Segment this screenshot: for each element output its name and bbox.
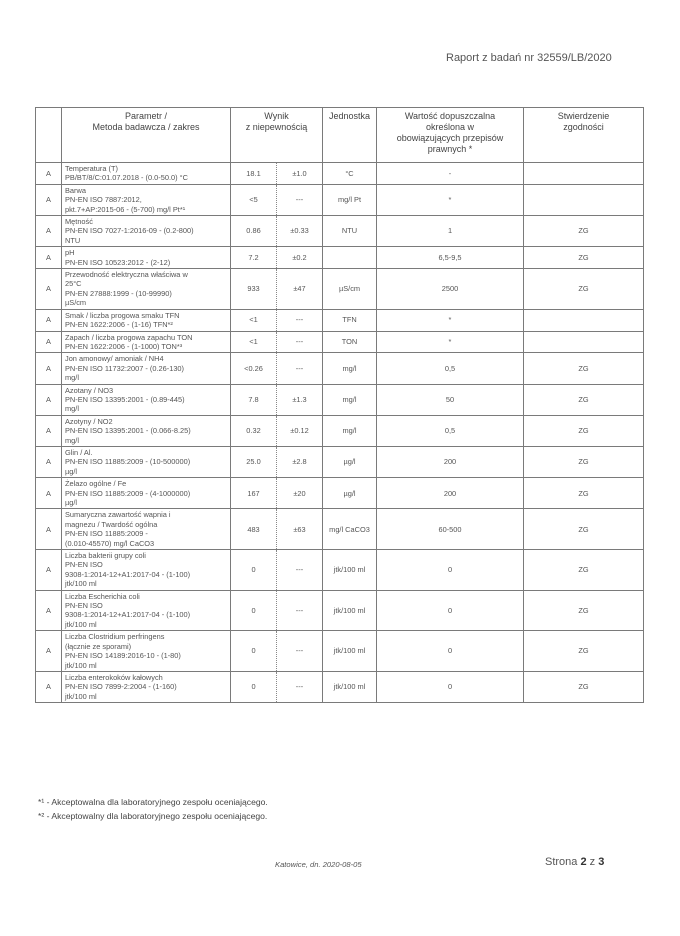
table-row	[36, 269, 644, 310]
parameter-cell	[62, 509, 231, 550]
parameter-line: 9308-1:2014-12+A1:2017-04 - (1-100)	[65, 569, 191, 579]
unit-cell: TON	[323, 331, 377, 353]
result-value-cell: <1	[231, 309, 277, 331]
header-text: określona w	[425, 122, 475, 132]
limit-cell: *	[377, 331, 524, 353]
compliance-cell: ZG	[524, 590, 644, 631]
compliance-cell	[524, 163, 644, 185]
uncertainty-cell: ±2.8	[277, 446, 323, 477]
limit-cell: 200	[377, 446, 524, 477]
accreditation-cell: A	[36, 590, 62, 631]
result-value-cell: 7.8	[231, 384, 277, 415]
parameter-line: 9308-1:2014-12+A1:2017-04 - (1-100)	[65, 610, 191, 620]
parameter-cell	[62, 269, 231, 310]
table-row	[36, 550, 644, 591]
parameter-cell	[62, 671, 231, 702]
table-header-row	[36, 108, 644, 163]
footnote-mark: *¹	[38, 797, 45, 807]
parameter-line: PB/BT/8/C:01.07.2018 - (0.0-50.0) °C	[65, 173, 188, 183]
parameter-line: PN-EN ISO 11885:2009 - (10-500000)	[65, 457, 191, 467]
table-row	[36, 309, 644, 331]
uncertainty-cell: ---	[277, 353, 323, 384]
header-text: prawnych *	[427, 144, 473, 154]
accreditation-cell: A	[36, 446, 62, 477]
page-current: 2	[580, 856, 587, 868]
parameter-cell	[62, 184, 231, 215]
result-value-cell: 0.86	[231, 216, 277, 247]
parameter-cell	[62, 384, 231, 415]
result-value-cell: 483	[231, 509, 277, 550]
accreditation-cell: A	[36, 331, 62, 353]
compliance-cell: ZG	[524, 631, 644, 672]
report-number: Raport z badań nr 32559/LB/2020	[446, 52, 612, 64]
compliance-cell: ZG	[524, 550, 644, 591]
parameter-line: pH	[65, 248, 75, 258]
table-body	[36, 163, 644, 703]
parameter-line: PN-EN ISO 7887:2012,	[65, 195, 142, 205]
uncertainty-cell: ---	[277, 184, 323, 215]
parameter-line: Barwa	[65, 185, 86, 195]
parameter-cell	[62, 631, 231, 672]
table-row	[36, 446, 644, 477]
compliance-cell: ZG	[524, 446, 644, 477]
unit-cell: mg/l	[323, 384, 377, 415]
parameter-line: PN-EN ISO	[65, 560, 103, 570]
accreditation-cell: A	[36, 415, 62, 446]
limit-cell: *	[377, 309, 524, 331]
result-value-cell: 167	[231, 478, 277, 509]
limit-cell: -	[377, 163, 524, 185]
results-table	[35, 107, 644, 703]
uncertainty-cell: ---	[277, 309, 323, 331]
accreditation-cell: A	[36, 269, 62, 310]
parameter-cell	[62, 216, 231, 247]
unit-cell: jtk/100 ml	[323, 590, 377, 631]
unit-cell: mg/l	[323, 353, 377, 384]
accreditation-cell: A	[36, 216, 62, 247]
parameter-cell	[62, 247, 231, 269]
page-sep: z	[586, 856, 599, 868]
compliance-cell: ZG	[524, 509, 644, 550]
compliance-cell: ZG	[524, 478, 644, 509]
parameter-line: Temperatura (T)	[65, 164, 118, 173]
parameter-cell	[62, 331, 231, 353]
parameter-line: Żelazo ogólne / Fe	[65, 479, 127, 489]
limit-cell: *	[377, 184, 524, 215]
accreditation-cell: A	[36, 309, 62, 331]
uncertainty-cell: ±1.0	[277, 163, 323, 185]
parameter-line: PN-EN ISO 13395:2001 - (0.066-8.25)	[65, 426, 191, 436]
limit-cell: 0	[377, 631, 524, 672]
parameter-line: PN-EN 1622:2006 - (1-16) TFN*²	[65, 320, 173, 330]
footnote	[38, 795, 268, 809]
uncertainty-cell: ---	[277, 590, 323, 631]
unit-cell: °C	[323, 163, 377, 185]
uncertainty-cell: ±20	[277, 478, 323, 509]
uncertainty-cell: ---	[277, 331, 323, 353]
parameter-cell	[62, 446, 231, 477]
result-value-cell: 0	[231, 550, 277, 591]
result-value-cell: 933	[231, 269, 277, 310]
table-row	[36, 415, 644, 446]
table-row	[36, 247, 644, 269]
parameter-cell	[62, 590, 231, 631]
uncertainty-cell: ±47	[277, 269, 323, 310]
header-text: Wartość dopuszczalna	[404, 111, 496, 121]
parameter-line: Glin / Al.	[65, 447, 93, 457]
unit-cell: mg/l	[323, 415, 377, 446]
unit-cell: jtk/100 ml	[323, 631, 377, 672]
parameter-line: magnezu / Twardość ogólna	[65, 519, 158, 529]
uncertainty-cell: ±0.33	[277, 216, 323, 247]
parameter-line: Liczba enterokoków kałowych	[65, 672, 163, 682]
parameter-line: Mętność	[65, 217, 93, 227]
accreditation-cell: A	[36, 247, 62, 269]
result-value-cell: 0.32	[231, 415, 277, 446]
result-value-cell: 0	[231, 631, 277, 672]
parameter-line: Sumaryczna zawartość wapnia i	[65, 510, 171, 520]
parameter-line: jtk/100 ml	[65, 691, 97, 701]
table-row	[36, 631, 644, 672]
parameter-line: Liczba Escherichia coli	[65, 591, 140, 601]
parameter-line: PN-EN 27888:1999 - (10-99990)	[65, 288, 172, 298]
uncertainty-cell: ---	[277, 631, 323, 672]
parameter-line: Smak / liczba progowa smaku TFN	[65, 310, 180, 320]
limit-cell: 60-500	[377, 509, 524, 550]
page-number	[545, 856, 604, 868]
unit-cell: TFN	[323, 309, 377, 331]
header-limit	[377, 108, 524, 163]
parameter-line: PN-EN 1622:2006 - (1-1000) TON*³	[65, 341, 183, 351]
header-text: zgodności	[563, 122, 604, 132]
header-text: obowiązujących przepisów	[396, 133, 504, 143]
header-accreditation	[36, 108, 62, 163]
unit-cell: µg/l	[323, 446, 377, 477]
parameter-line: PN-EN ISO 14189:2016-10 - (1-80)	[65, 651, 181, 661]
parameter-line: PN-EN ISO 10523:2012 - (2-12)	[65, 257, 171, 267]
uncertainty-cell: ±1.3	[277, 384, 323, 415]
unit-cell: µg/l	[323, 478, 377, 509]
page-total: 3	[598, 856, 605, 868]
parameter-cell	[62, 478, 231, 509]
limit-cell: 0	[377, 671, 524, 702]
limit-cell: 1	[377, 216, 524, 247]
uncertainty-cell: ±0.12	[277, 415, 323, 446]
page-prefix: Strona	[545, 856, 581, 868]
accreditation-cell: A	[36, 353, 62, 384]
header-text: Stwierdzenie	[557, 111, 610, 121]
parameter-line: (0.010-45570) mg/l CaCO3	[65, 538, 155, 548]
parameter-line: Jon amonowy/ amoniak / NH4	[65, 354, 164, 364]
header-compliance	[524, 108, 644, 163]
table-row	[36, 384, 644, 415]
limit-cell: 0	[377, 550, 524, 591]
compliance-cell: ZG	[524, 353, 644, 384]
parameter-line: pkt.7+AP:2015-06 - (5-700) mg/l Pt*¹	[65, 204, 186, 214]
limit-cell: 50	[377, 384, 524, 415]
compliance-cell: ZG	[524, 269, 644, 310]
parameter-line: PN-EN ISO 7899-2:2004 - (1-160)	[65, 682, 177, 692]
header-result	[231, 108, 323, 163]
accreditation-cell: A	[36, 550, 62, 591]
header-unit: Jednostka	[323, 108, 377, 163]
table-row	[36, 216, 644, 247]
uncertainty-cell: ±63	[277, 509, 323, 550]
header-text: Parametr /	[124, 111, 167, 121]
compliance-cell: ZG	[524, 247, 644, 269]
parameter-line: mg/l	[65, 404, 79, 414]
parameter-cell	[62, 550, 231, 591]
parameter-line: jtk/100 ml	[65, 619, 97, 629]
parameter-line: jtk/100 ml	[65, 660, 97, 670]
unit-cell: jtk/100 ml	[323, 671, 377, 702]
result-value-cell: 18.1	[231, 163, 277, 185]
parameter-line: 25°C	[65, 279, 82, 289]
result-value-cell: <0.26	[231, 353, 277, 384]
compliance-cell: ZG	[524, 216, 644, 247]
parameter-line: PN-EN ISO 11885:2009 -	[65, 529, 148, 539]
parameter-line: PN-EN ISO 7027-1:2016-09 - (0.2-800)	[65, 226, 194, 236]
accreditation-cell: A	[36, 631, 62, 672]
compliance-cell: ZG	[524, 671, 644, 702]
table-row	[36, 331, 644, 353]
table-row	[36, 509, 644, 550]
table-row	[36, 590, 644, 631]
result-value-cell: 25.0	[231, 446, 277, 477]
parameter-line: PN-EN ISO	[65, 601, 103, 611]
result-value-cell: <5	[231, 184, 277, 215]
header-text: Metoda badawcza / zakres	[92, 122, 200, 132]
header-text: Wynik	[264, 111, 289, 121]
footnote-text: - Akceptowalny dla laboratoryjnego zespołu oceniającego.	[44, 811, 268, 821]
footnote-text: - Akceptowalna dla laboratoryjnego zespołu oceniającego.	[44, 797, 268, 807]
header-text: z niepewnością	[245, 122, 308, 132]
limit-cell: 200	[377, 478, 524, 509]
unit-cell: jtk/100 ml	[323, 550, 377, 591]
result-value-cell: <1	[231, 331, 277, 353]
accreditation-cell: A	[36, 163, 62, 185]
table-row	[36, 184, 644, 215]
parameter-line: PN-EN ISO 11732:2007 - (0.26-130)	[65, 363, 184, 373]
parameter-cell	[62, 415, 231, 446]
unit-cell: mg/l Pt	[323, 184, 377, 215]
place-date: Katowice, dn. 2020-08-05	[275, 860, 362, 869]
parameter-cell	[62, 353, 231, 384]
parameter-line: µS/cm	[65, 298, 87, 308]
limit-cell: 0,5	[377, 353, 524, 384]
footnote-mark: *²	[38, 811, 45, 821]
compliance-cell	[524, 309, 644, 331]
uncertainty-cell: ±0.2	[277, 247, 323, 269]
table-row	[36, 163, 644, 185]
header-parameter	[62, 108, 231, 163]
parameter-line: NTU	[65, 235, 81, 245]
compliance-cell: ZG	[524, 384, 644, 415]
parameter-cell	[62, 163, 231, 185]
parameter-line: Azotany / NO3	[65, 385, 114, 395]
parameter-line: mg/l	[65, 435, 79, 445]
parameter-line: jtk/100 ml	[65, 579, 97, 589]
accreditation-cell: A	[36, 184, 62, 215]
limit-cell: 0	[377, 590, 524, 631]
parameter-line: PN-EN ISO 13395:2001 - (0.89-445)	[65, 394, 185, 404]
accreditation-cell: A	[36, 478, 62, 509]
result-value-cell: 0	[231, 671, 277, 702]
limit-cell: 6,5-9,5	[377, 247, 524, 269]
result-value-cell: 7.2	[231, 247, 277, 269]
accreditation-cell: A	[36, 384, 62, 415]
parameter-line: (łącznie ze sporami)	[65, 641, 132, 651]
table-row	[36, 671, 644, 702]
parameter-line: µg/l	[65, 466, 78, 476]
parameter-line: µg/l	[65, 498, 78, 507]
unit-cell: NTU	[323, 216, 377, 247]
parameter-line: Azotyny / NO2	[65, 416, 113, 426]
compliance-cell	[524, 331, 644, 353]
footnotes	[38, 795, 268, 823]
parameter-line: Zapach / liczba progowa zapachu TON	[65, 332, 193, 342]
limit-cell: 2500	[377, 269, 524, 310]
table-row	[36, 353, 644, 384]
footnote	[38, 809, 268, 823]
parameter-line: Liczba bakterii grupy coli	[65, 551, 146, 561]
parameter-line: Liczba Clostridium perfringens	[65, 632, 165, 642]
unit-cell	[323, 247, 377, 269]
parameter-line: mg/l	[65, 373, 79, 383]
result-value-cell: 0	[231, 590, 277, 631]
parameter-line: PN-EN ISO 11885:2009 - (4-1000000)	[65, 488, 191, 498]
unit-cell: mg/l CaCO3	[323, 509, 377, 550]
accreditation-cell: A	[36, 509, 62, 550]
unit-cell: µS/cm	[323, 269, 377, 310]
uncertainty-cell: ---	[277, 671, 323, 702]
uncertainty-cell: ---	[277, 550, 323, 591]
compliance-cell: ZG	[524, 415, 644, 446]
limit-cell: 0,5	[377, 415, 524, 446]
table-row	[36, 478, 644, 509]
parameter-line: Przewodność elektryczna właściwa w	[65, 270, 188, 280]
accreditation-cell: A	[36, 671, 62, 702]
parameter-cell	[62, 309, 231, 331]
compliance-cell	[524, 184, 644, 215]
